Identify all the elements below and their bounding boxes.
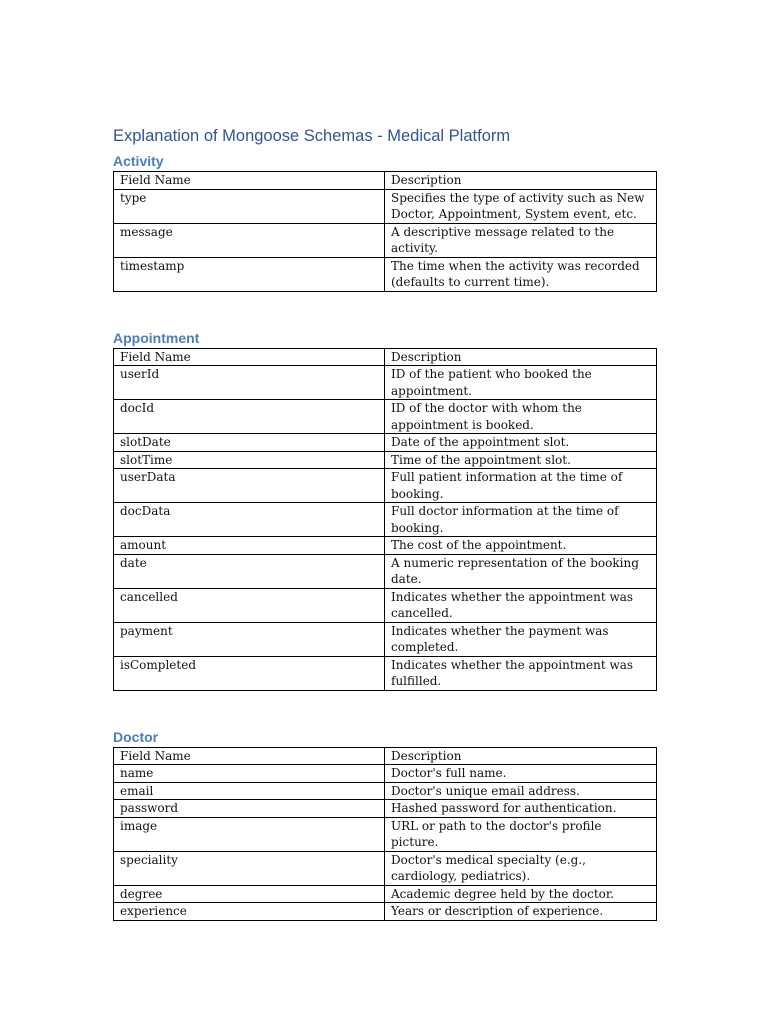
description-cell: Time of the appointment slot. <box>385 451 657 469</box>
table-row <box>114 434 657 452</box>
section-spacer <box>113 691 656 727</box>
field-name-cell: timestamp <box>114 257 385 291</box>
field-name-cell: name <box>114 765 385 783</box>
section-activity <box>113 151 656 328</box>
section-appointment <box>113 328 656 727</box>
description-cell: A descriptive message related to the activity. <box>385 223 657 257</box>
field-name-cell: userId <box>114 366 385 400</box>
document-title: Explanation of Mongoose Schemas - Medical Platform <box>113 127 511 145</box>
table-row <box>114 451 657 469</box>
table-row <box>114 800 657 818</box>
document-page <box>113 125 656 921</box>
field-name-cell: userData <box>114 469 385 503</box>
description-cell: Academic degree held by the doctor. <box>385 885 657 903</box>
description-cell: Doctor's medical specialty (e.g., cardiology, pediatrics). <box>385 851 657 885</box>
description-cell: The time when the activity was recorded (defaults to current time). <box>385 257 657 291</box>
field-name-cell: amount <box>114 537 385 555</box>
table-header-row <box>114 348 657 366</box>
table-row <box>114 257 657 291</box>
field-name-cell: date <box>114 554 385 588</box>
table-header-row <box>114 172 657 190</box>
description-cell: Hashed password for authentication. <box>385 800 657 818</box>
field-name-cell: slotTime <box>114 451 385 469</box>
table-row <box>114 503 657 537</box>
description-cell: The cost of the appointment. <box>385 537 657 555</box>
description-cell: Full patient information at the time of booking. <box>385 469 657 503</box>
description-cell: URL or path to the doctor's profile picture. <box>385 817 657 851</box>
table-header-row <box>114 747 657 765</box>
table-row <box>114 537 657 555</box>
table-row <box>114 782 657 800</box>
field-name-cell: degree <box>114 885 385 903</box>
field-name-cell: email <box>114 782 385 800</box>
header-field-name: Field Name <box>114 172 385 190</box>
table-row <box>114 903 657 921</box>
field-name-cell: payment <box>114 622 385 656</box>
description-cell: Indicates whether the payment was completed. <box>385 622 657 656</box>
sections-container <box>113 151 656 921</box>
field-name-cell: isCompleted <box>114 656 385 690</box>
header-description: Description <box>385 172 657 190</box>
table-row <box>114 554 657 588</box>
table-row <box>114 189 657 223</box>
table-row <box>114 885 657 903</box>
description-cell: Doctor's full name. <box>385 765 657 783</box>
header-field-name: Field Name <box>114 348 385 366</box>
description-cell: ID of the patient who booked the appointment. <box>385 366 657 400</box>
description-cell: Specifies the type of activity such as New Doctor, Appointment, System event, etc. <box>385 189 657 223</box>
section-title: Activity <box>113 153 164 169</box>
description-cell: ID of the doctor with whom the appointment is booked. <box>385 400 657 434</box>
description-cell: Indicates whether the appointment was fulfilled. <box>385 656 657 690</box>
field-name-cell: docData <box>114 503 385 537</box>
field-name-cell: cancelled <box>114 588 385 622</box>
table-row <box>114 656 657 690</box>
table-row <box>114 400 657 434</box>
header-description: Description <box>385 747 657 765</box>
table-row <box>114 817 657 851</box>
section-doctor <box>113 727 656 921</box>
header-description: Description <box>385 348 657 366</box>
description-cell: Date of the appointment slot. <box>385 434 657 452</box>
field-name-cell: slotDate <box>114 434 385 452</box>
table-row <box>114 469 657 503</box>
description-cell: Doctor's unique email address. <box>385 782 657 800</box>
schema-table <box>113 171 657 292</box>
description-cell: Indicates whether the appointment was cancelled. <box>385 588 657 622</box>
table-row <box>114 765 657 783</box>
table-row <box>114 851 657 885</box>
description-cell: Full doctor information at the time of booking. <box>385 503 657 537</box>
field-name-cell: docId <box>114 400 385 434</box>
table-row <box>114 588 657 622</box>
field-name-cell: experience <box>114 903 385 921</box>
description-cell: Years or description of experience. <box>385 903 657 921</box>
table-row <box>114 366 657 400</box>
field-name-cell: message <box>114 223 385 257</box>
table-row <box>114 622 657 656</box>
section-title: Appointment <box>113 329 200 346</box>
header-field-name: Field Name <box>114 747 385 765</box>
table-row <box>114 223 657 257</box>
field-name-cell: image <box>114 817 385 851</box>
field-name-cell: type <box>114 189 385 223</box>
description-cell: A numeric representation of the booking date. <box>385 554 657 588</box>
schema-table <box>113 348 657 691</box>
schema-table <box>113 747 657 921</box>
section-spacer <box>113 292 656 328</box>
section-title: Doctor <box>113 728 159 745</box>
field-name-cell: password <box>114 800 385 818</box>
field-name-cell: speciality <box>114 851 385 885</box>
